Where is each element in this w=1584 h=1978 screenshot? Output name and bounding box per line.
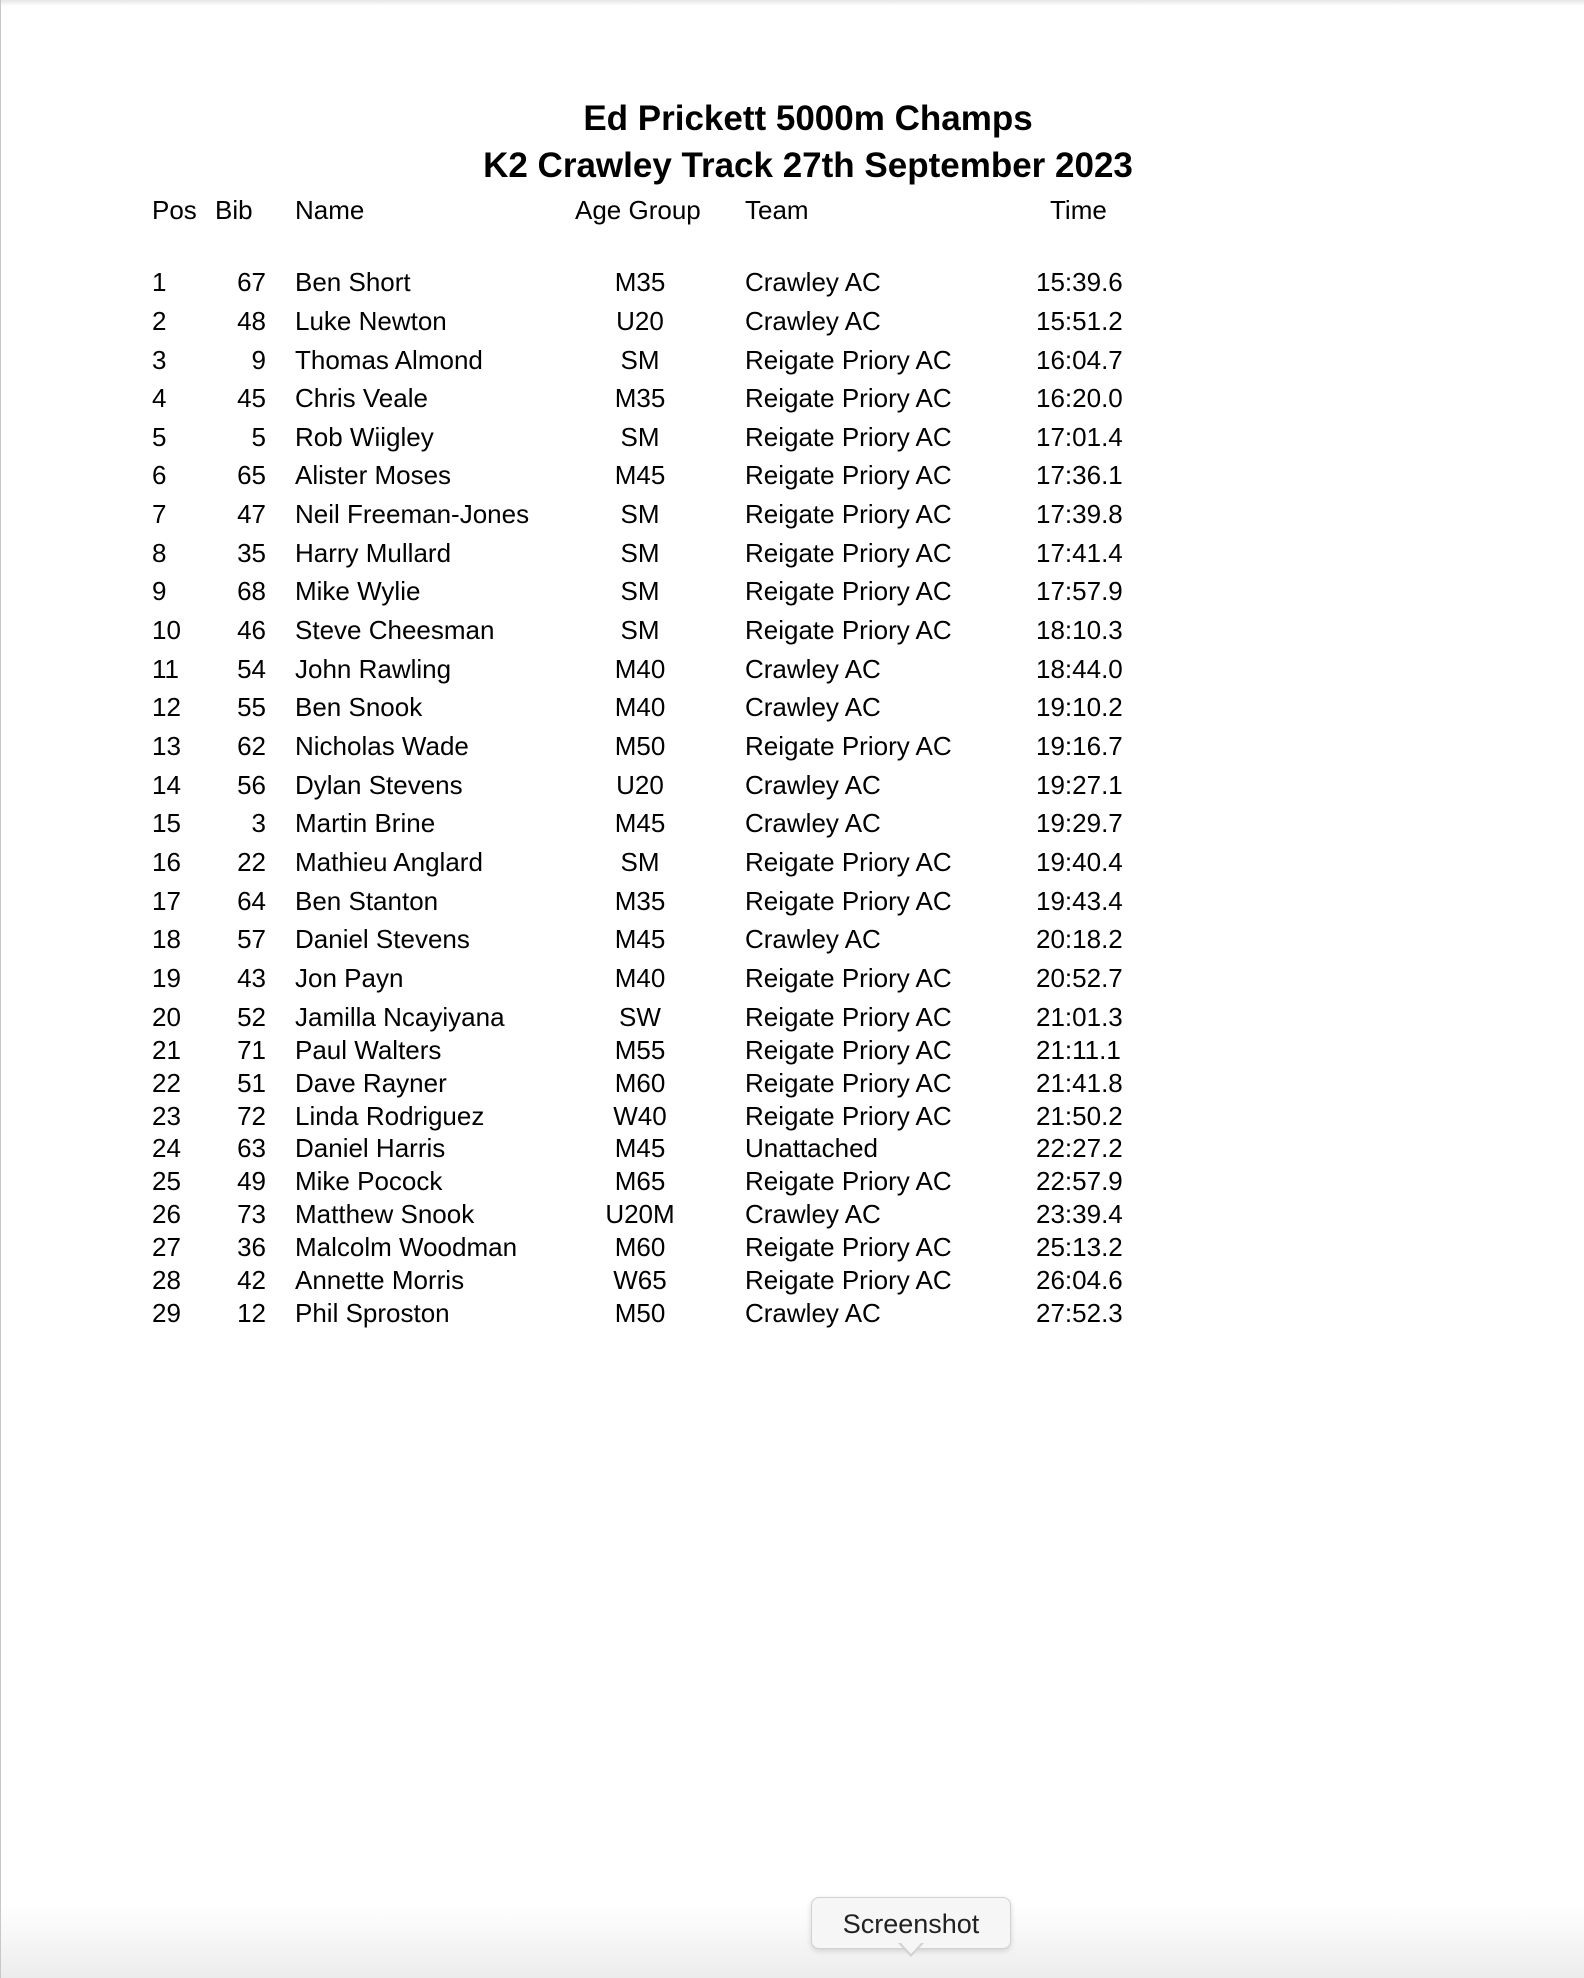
name-cell: Annette Morris bbox=[295, 1265, 465, 1295]
time-cell: 18:10.3 bbox=[1036, 615, 1123, 645]
time-cell: 27:52.3 bbox=[1036, 1298, 1123, 1328]
table-row bbox=[1, 884, 1584, 918]
table-row bbox=[1, 497, 1584, 531]
position-cell: 13 bbox=[152, 731, 181, 761]
bib-cell: 43 bbox=[237, 963, 266, 993]
bib-cell: 52 bbox=[237, 1002, 266, 1032]
table-row bbox=[1, 922, 1584, 956]
name-cell: Rob Wiigley bbox=[295, 422, 434, 452]
position-cell: 9 bbox=[152, 576, 167, 606]
team-cell: Crawley AC bbox=[745, 1199, 881, 1229]
bib-cell: 35 bbox=[237, 538, 266, 568]
position-cell: 7 bbox=[152, 499, 167, 529]
team-cell: Crawley AC bbox=[745, 924, 881, 954]
position-cell: 28 bbox=[152, 1265, 181, 1295]
position-cell: 14 bbox=[152, 770, 181, 800]
name-cell: Ben Stanton bbox=[295, 886, 439, 916]
bib-cell: 48 bbox=[237, 306, 266, 336]
age-group-cell: M35 bbox=[614, 383, 666, 413]
age-group-cell: W40 bbox=[613, 1101, 667, 1131]
header-pos: Pos bbox=[152, 195, 197, 225]
team-cell: Crawley AC bbox=[745, 306, 881, 336]
time-cell: 25:13.2 bbox=[1036, 1232, 1123, 1262]
age-group-cell: M45 bbox=[614, 808, 666, 838]
age-group-cell: M40 bbox=[614, 654, 666, 684]
table-row bbox=[1, 806, 1584, 840]
age-group-cell: SM bbox=[620, 615, 660, 645]
position-cell: 29 bbox=[152, 1298, 181, 1328]
name-cell: Chris Veale bbox=[295, 383, 428, 413]
table-row bbox=[1, 536, 1584, 570]
name-cell: Daniel Harris bbox=[295, 1133, 446, 1163]
time-cell: 19:43.4 bbox=[1036, 886, 1123, 916]
team-cell: Reigate Priory AC bbox=[745, 1265, 952, 1295]
name-cell: Malcolm Woodman bbox=[295, 1232, 518, 1262]
position-cell: 1 bbox=[152, 267, 167, 297]
bib-cell: 73 bbox=[237, 1199, 266, 1229]
team-cell: Reigate Priory AC bbox=[745, 1101, 952, 1131]
bib-cell: 45 bbox=[237, 383, 266, 413]
bib-cell: 56 bbox=[237, 770, 266, 800]
bib-cell: 55 bbox=[237, 692, 266, 722]
position-cell: 6 bbox=[152, 460, 167, 490]
age-group-cell: U20M bbox=[605, 1199, 675, 1229]
team-cell: Reigate Priory AC bbox=[745, 538, 952, 568]
position-cell: 10 bbox=[152, 615, 181, 645]
table-row bbox=[1, 458, 1584, 492]
time-cell: 17:39.8 bbox=[1036, 499, 1123, 529]
team-cell: Crawley AC bbox=[745, 692, 881, 722]
bib-cell: 42 bbox=[237, 1265, 266, 1295]
age-group-cell: M45 bbox=[614, 460, 666, 490]
name-cell: Mathieu Anglard bbox=[295, 847, 483, 877]
team-cell: Unattached bbox=[745, 1133, 878, 1163]
name-cell: Ben Snook bbox=[295, 692, 423, 722]
team-cell: Crawley AC bbox=[745, 267, 881, 297]
table-row bbox=[1, 574, 1584, 608]
team-cell: Reigate Priory AC bbox=[745, 1166, 952, 1196]
table-row bbox=[1, 1000, 1584, 1034]
position-cell: 18 bbox=[152, 924, 181, 954]
time-cell: 19:29.7 bbox=[1036, 808, 1123, 838]
position-cell: 17 bbox=[152, 886, 181, 916]
time-cell: 19:27.1 bbox=[1036, 770, 1123, 800]
header-age-group: Age Group bbox=[575, 195, 701, 225]
bib-cell: 65 bbox=[237, 460, 266, 490]
name-cell: Ben Short bbox=[295, 267, 411, 297]
age-group-cell: SM bbox=[620, 538, 660, 568]
age-group-cell: M45 bbox=[614, 924, 666, 954]
name-cell: Mike Wylie bbox=[295, 576, 421, 606]
name-cell: Thomas Almond bbox=[295, 345, 483, 375]
time-cell: 20:18.2 bbox=[1036, 924, 1123, 954]
bib-cell: 54 bbox=[237, 654, 266, 684]
position-cell: 23 bbox=[152, 1101, 181, 1131]
position-cell: 5 bbox=[152, 422, 167, 452]
bib-cell: 68 bbox=[237, 576, 266, 606]
table-row bbox=[1, 1197, 1584, 1231]
name-cell: Phil Sproston bbox=[295, 1298, 450, 1328]
bib-cell: 49 bbox=[237, 1166, 266, 1196]
team-cell: Reigate Priory AC bbox=[745, 345, 952, 375]
age-group-cell: SM bbox=[620, 576, 660, 606]
age-group-cell: SM bbox=[620, 847, 660, 877]
table-row bbox=[1, 304, 1584, 338]
document-title: Ed Prickett 5000m Champs bbox=[583, 99, 1033, 138]
team-cell: Crawley AC bbox=[745, 770, 881, 800]
name-cell: Matthew Snook bbox=[295, 1199, 475, 1229]
age-group-cell: SM bbox=[620, 499, 660, 529]
team-cell: Reigate Priory AC bbox=[745, 1002, 952, 1032]
table-row bbox=[1, 1164, 1584, 1198]
time-cell: 17:41.4 bbox=[1036, 538, 1123, 568]
table-row bbox=[1, 343, 1584, 377]
time-cell: 18:44.0 bbox=[1036, 654, 1123, 684]
team-cell: Reigate Priory AC bbox=[745, 499, 952, 529]
age-group-cell: M55 bbox=[614, 1035, 666, 1065]
bib-cell: 63 bbox=[237, 1133, 266, 1163]
name-cell: John Rawling bbox=[295, 654, 452, 684]
name-cell: Linda Rodriguez bbox=[295, 1101, 485, 1131]
team-cell: Reigate Priory AC bbox=[745, 460, 952, 490]
table-row bbox=[1, 961, 1584, 995]
age-group-cell: SM bbox=[620, 345, 660, 375]
table-row bbox=[1, 265, 1584, 299]
time-cell: 21:01.3 bbox=[1036, 1002, 1123, 1032]
time-cell: 21:50.2 bbox=[1036, 1101, 1123, 1131]
age-group-cell: M35 bbox=[614, 886, 666, 916]
table-row bbox=[1, 1230, 1584, 1264]
time-cell: 16:20.0 bbox=[1036, 383, 1123, 413]
team-cell: Reigate Priory AC bbox=[745, 1232, 952, 1262]
header-name: Name bbox=[295, 195, 365, 225]
table-row bbox=[1, 381, 1584, 415]
team-cell: Reigate Priory AC bbox=[745, 1035, 952, 1065]
tooltip-arrow-inner bbox=[900, 1942, 922, 1954]
position-cell: 20 bbox=[152, 1002, 181, 1032]
age-group-cell: U20 bbox=[616, 306, 664, 336]
age-group-cell: M65 bbox=[614, 1166, 666, 1196]
bib-cell: 3 bbox=[251, 808, 266, 838]
position-cell: 4 bbox=[152, 383, 167, 413]
time-cell: 19:16.7 bbox=[1036, 731, 1123, 761]
table-row bbox=[1, 729, 1584, 763]
time-cell: 15:39.6 bbox=[1036, 267, 1123, 297]
table-row bbox=[1, 420, 1584, 454]
age-group-cell: M50 bbox=[614, 1298, 666, 1328]
time-cell: 20:52.7 bbox=[1036, 963, 1123, 993]
position-cell: 26 bbox=[152, 1199, 181, 1229]
bib-cell: 9 bbox=[251, 345, 266, 375]
header-time: Time bbox=[1050, 195, 1107, 225]
bib-cell: 71 bbox=[237, 1035, 266, 1065]
name-cell: Neil Freeman-Jones bbox=[295, 499, 530, 529]
age-group-cell: SW bbox=[619, 1002, 661, 1032]
time-cell: 22:57.9 bbox=[1036, 1166, 1123, 1196]
bib-cell: 57 bbox=[237, 924, 266, 954]
table-row bbox=[1, 652, 1584, 686]
name-cell: Steve Cheesman bbox=[295, 615, 495, 645]
age-group-cell: M50 bbox=[614, 731, 666, 761]
team-cell: Reigate Priory AC bbox=[745, 731, 952, 761]
position-cell: 25 bbox=[152, 1166, 181, 1196]
bib-cell: 47 bbox=[237, 499, 266, 529]
bib-cell: 64 bbox=[237, 886, 266, 916]
team-cell: Reigate Priory AC bbox=[745, 576, 952, 606]
time-cell: 19:10.2 bbox=[1036, 692, 1123, 722]
name-cell: Jamilla Ncayiyana bbox=[295, 1002, 505, 1032]
age-group-cell: M40 bbox=[614, 692, 666, 722]
name-cell: Jon Payn bbox=[295, 963, 404, 993]
bib-cell: 46 bbox=[237, 615, 266, 645]
team-cell: Crawley AC bbox=[745, 1298, 881, 1328]
name-cell: Dave Rayner bbox=[295, 1068, 447, 1098]
age-group-cell: M60 bbox=[614, 1068, 666, 1098]
time-cell: 17:57.9 bbox=[1036, 576, 1123, 606]
name-cell: Luke Newton bbox=[295, 306, 447, 336]
time-cell: 23:39.4 bbox=[1036, 1199, 1123, 1229]
position-cell: 24 bbox=[152, 1133, 181, 1163]
position-cell: 16 bbox=[152, 847, 181, 877]
position-cell: 19 bbox=[152, 963, 181, 993]
name-cell: Harry Mullard bbox=[295, 538, 452, 568]
name-cell: Mike Pocock bbox=[295, 1166, 443, 1196]
age-group-cell: M40 bbox=[614, 963, 666, 993]
age-group-cell: U20 bbox=[616, 770, 664, 800]
table-row bbox=[1, 1099, 1584, 1133]
table-row bbox=[1, 845, 1584, 879]
team-cell: Reigate Priory AC bbox=[745, 1068, 952, 1098]
table-row bbox=[1, 1033, 1584, 1067]
team-cell: Reigate Priory AC bbox=[745, 383, 952, 413]
name-cell: Daniel Stevens bbox=[295, 924, 470, 954]
age-group-cell: SM bbox=[620, 422, 660, 452]
time-cell: 21:41.8 bbox=[1036, 1068, 1123, 1098]
age-group-cell: M45 bbox=[614, 1133, 666, 1163]
name-cell: Nicholas Wade bbox=[295, 731, 469, 761]
bib-cell: 51 bbox=[237, 1068, 266, 1098]
time-cell: 16:04.7 bbox=[1036, 345, 1123, 375]
table-row bbox=[1, 1263, 1584, 1297]
position-cell: 12 bbox=[152, 692, 181, 722]
position-cell: 15 bbox=[152, 808, 181, 838]
top-edge bbox=[1, 0, 1584, 6]
table-row bbox=[1, 1066, 1584, 1100]
team-cell: Reigate Priory AC bbox=[745, 615, 952, 645]
time-cell: 17:01.4 bbox=[1036, 422, 1123, 452]
time-cell: 22:27.2 bbox=[1036, 1133, 1123, 1163]
name-cell: Martin Brine bbox=[295, 808, 436, 838]
position-cell: 11 bbox=[152, 654, 179, 684]
team-cell: Reigate Priory AC bbox=[745, 963, 952, 993]
table-row bbox=[1, 613, 1584, 647]
bib-cell: 12 bbox=[237, 1298, 266, 1328]
bottom-toolbar-area bbox=[1, 1905, 1584, 1978]
age-group-cell: M35 bbox=[614, 267, 666, 297]
position-cell: 22 bbox=[152, 1068, 181, 1098]
team-cell: Reigate Priory AC bbox=[745, 422, 952, 452]
team-cell: Crawley AC bbox=[745, 654, 881, 684]
team-cell: Reigate Priory AC bbox=[745, 886, 952, 916]
position-cell: 27 bbox=[152, 1232, 181, 1262]
header-team: Team bbox=[745, 195, 809, 225]
bib-cell: 67 bbox=[237, 267, 266, 297]
team-cell: Crawley AC bbox=[745, 808, 881, 838]
table-row bbox=[1, 690, 1584, 724]
time-cell: 26:04.6 bbox=[1036, 1265, 1123, 1295]
time-cell: 17:36.1 bbox=[1036, 460, 1123, 490]
position-cell: 21 bbox=[152, 1035, 181, 1065]
time-cell: 21:11.1 bbox=[1036, 1035, 1121, 1065]
name-cell: Paul Walters bbox=[295, 1035, 442, 1065]
document-subtitle: K2 Crawley Track 27th September 2023 bbox=[483, 146, 1133, 185]
table-row bbox=[1, 768, 1584, 802]
bib-cell: 5 bbox=[251, 422, 266, 452]
position-cell: 8 bbox=[152, 538, 167, 568]
table-row bbox=[1, 1131, 1584, 1165]
time-cell: 19:40.4 bbox=[1036, 847, 1123, 877]
table-row bbox=[1, 1296, 1584, 1330]
team-cell: Reigate Priory AC bbox=[745, 847, 952, 877]
position-cell: 3 bbox=[152, 345, 167, 375]
screenshot-tooltip: Screenshot bbox=[811, 1897, 1011, 1949]
bib-cell: 62 bbox=[237, 731, 266, 761]
name-cell: Dylan Stevens bbox=[295, 770, 463, 800]
bib-cell: 36 bbox=[237, 1232, 266, 1262]
age-group-cell: W65 bbox=[613, 1265, 667, 1295]
position-cell: 2 bbox=[152, 306, 167, 336]
bib-cell: 72 bbox=[237, 1101, 266, 1131]
header-bib: Bib bbox=[215, 195, 253, 225]
age-group-cell: M60 bbox=[614, 1232, 666, 1262]
name-cell: Alister Moses bbox=[295, 460, 452, 490]
time-cell: 15:51.2 bbox=[1036, 306, 1123, 336]
bib-cell: 22 bbox=[237, 847, 266, 877]
